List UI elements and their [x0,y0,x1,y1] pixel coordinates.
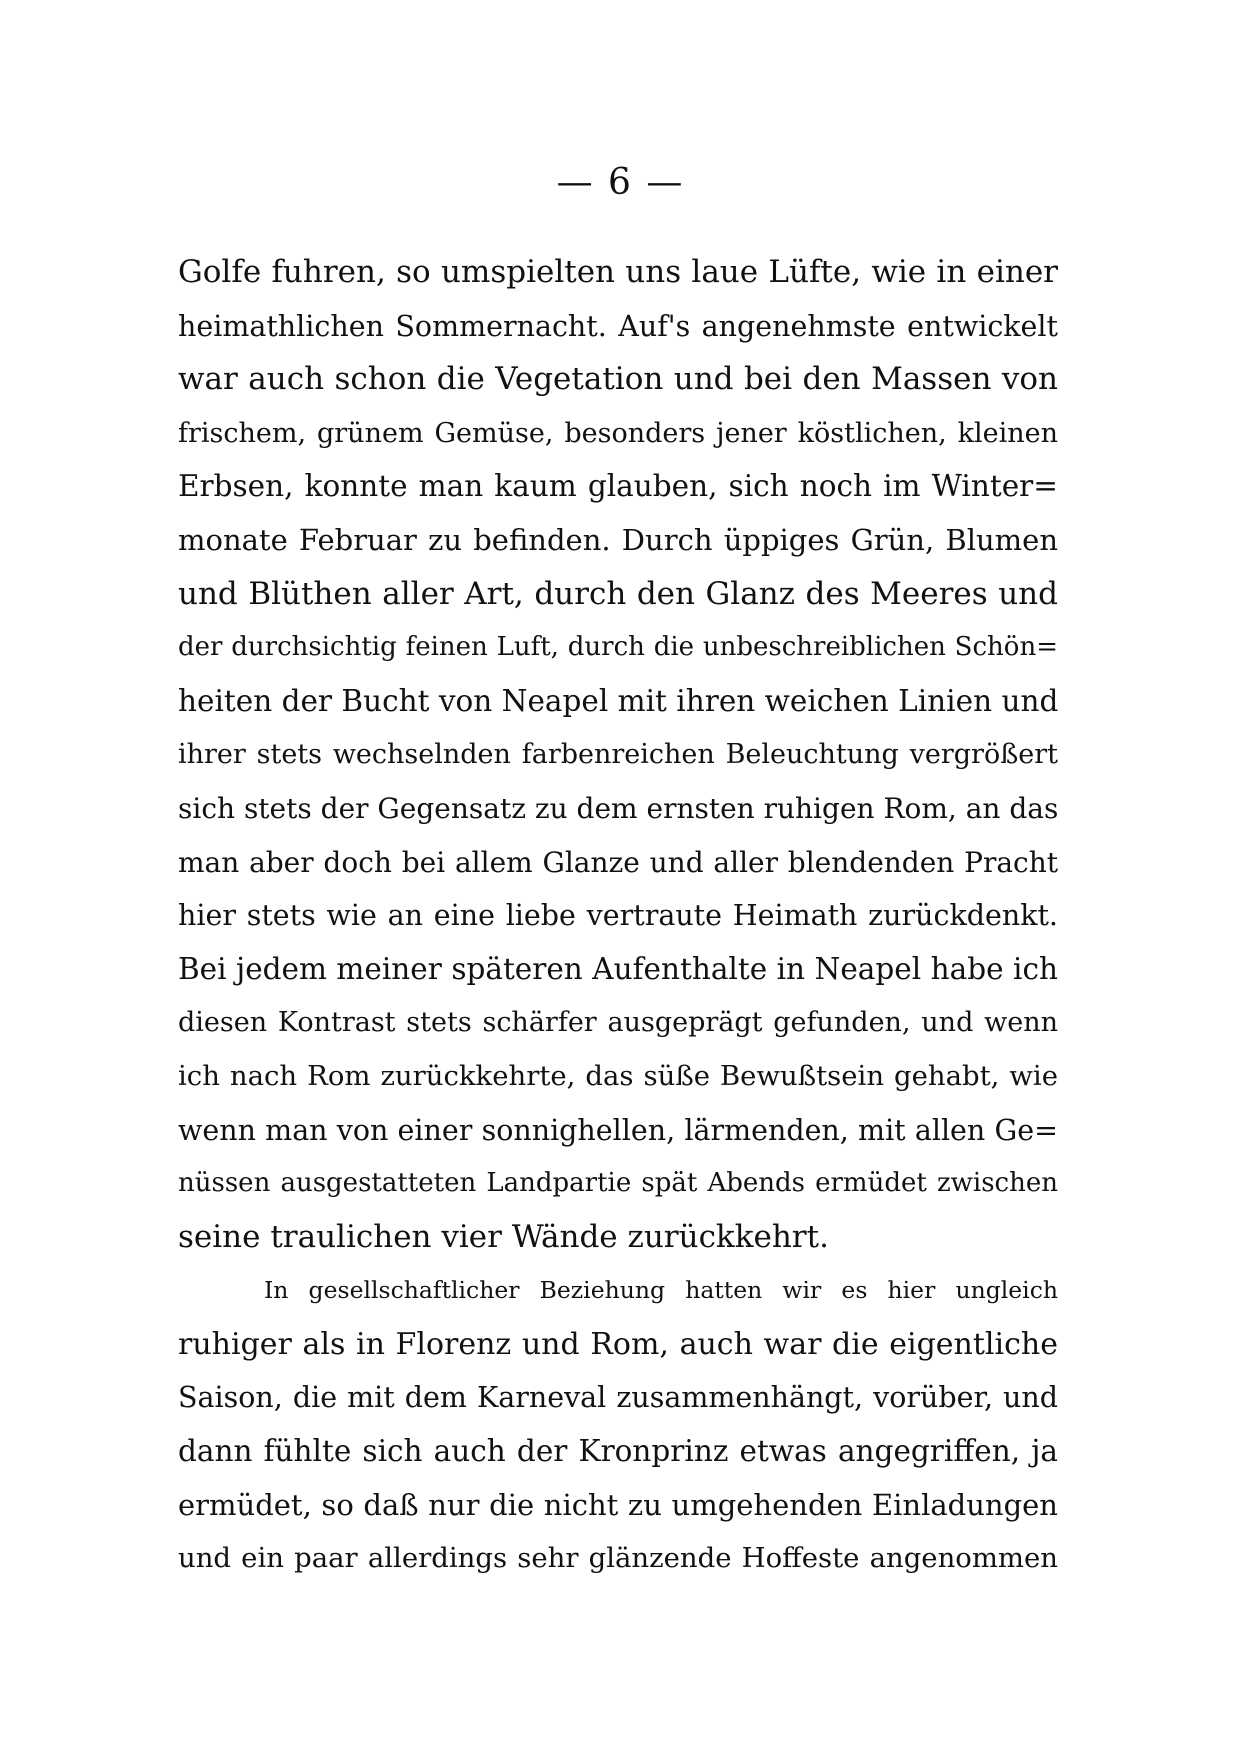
paragraph-1 [178,246,1058,1264]
text-line: der durchsichtig feinen Luft, durch die unbeschreiblichen Schön= [178,632,1058,663]
text-line: ruhiger als in Florenz und Rom, auch war die eigentliche [178,1326,1058,1362]
text-line: In gesellschaftlicher Beziehung hatten wir es hier ungleich [264,1276,1058,1305]
text-line: hier stets wie an eine liebe vertraute Heimath zurückdenkt. [178,899,1058,933]
text-line: heiten der Bucht von Neapel mit ihren weichen Linien und [178,683,1059,718]
text-line: wenn man von einer sonnighellen, lärmenden, mit allen Ge= [178,1113,1058,1147]
text-line: ich nach Rom zurückkehrte, das süße Bewußtsein gehabt, wie [178,1059,1058,1092]
text-line: Golfe fuhren, so umspielten uns laue Lüfte, wie in einer [178,254,1058,290]
body-text [178,246,1058,1586]
text-line: Saison, die mit dem Karneval zusammenhängt, vorüber, und [178,1381,1058,1415]
text-line: heimathlichen Sommernacht. Auf's angenehmste entwickelt [178,309,1058,343]
text-line: ihrer stets wechselnden farbenreichen Beleuchtung vergrößert [178,739,1058,771]
text-line: und Blüthen aller Art, durch den Glanz des Meeres und [178,575,1058,612]
text-line: Bei jedem meiner späteren Aufenthalte in Neapel habe ich [178,951,1058,986]
text-line: sich stets der Gegensatz zu dem ernsten ruhigen Rom, an das [178,791,1059,825]
paragraph-2 [178,1264,1058,1586]
page-number: — 6 — [556,162,685,203]
text-line: Erbsen, konnte man kaum glauben, sich noch im Winter= [178,469,1058,504]
text-line: frischem, grünem Gemüse, besonders jener köstlichen, kleinen [178,417,1058,449]
text-line: man aber doch bei allem Glanze und aller blendenden Pracht [178,845,1058,879]
text-line: ermüdet, so daß nur die nicht zu umgehenden Einladungen [178,1487,1058,1522]
text-line: monate Februar zu befinden. Durch üppiges Grün, Blumen [178,522,1058,557]
text-line: seine traulichen vier Wände zurückkehrt. [178,1218,829,1255]
text-line: war auch schon die Vegetation und bei den Massen von [178,361,1058,398]
text-line: diesen Kontrast stets schärfer ausgeprägt gefunden, und wenn [178,1007,1058,1039]
text-line: und ein paar allerdings sehr glänzende Hoffeste angenommen [178,1542,1058,1575]
text-line: dann fühlte sich auch der Kronprinz etwas angegriffen, ja [178,1434,1058,1469]
text-line: nüssen ausgestatteten Landpartie spät Abends ermüdet zwischen [178,1168,1058,1199]
